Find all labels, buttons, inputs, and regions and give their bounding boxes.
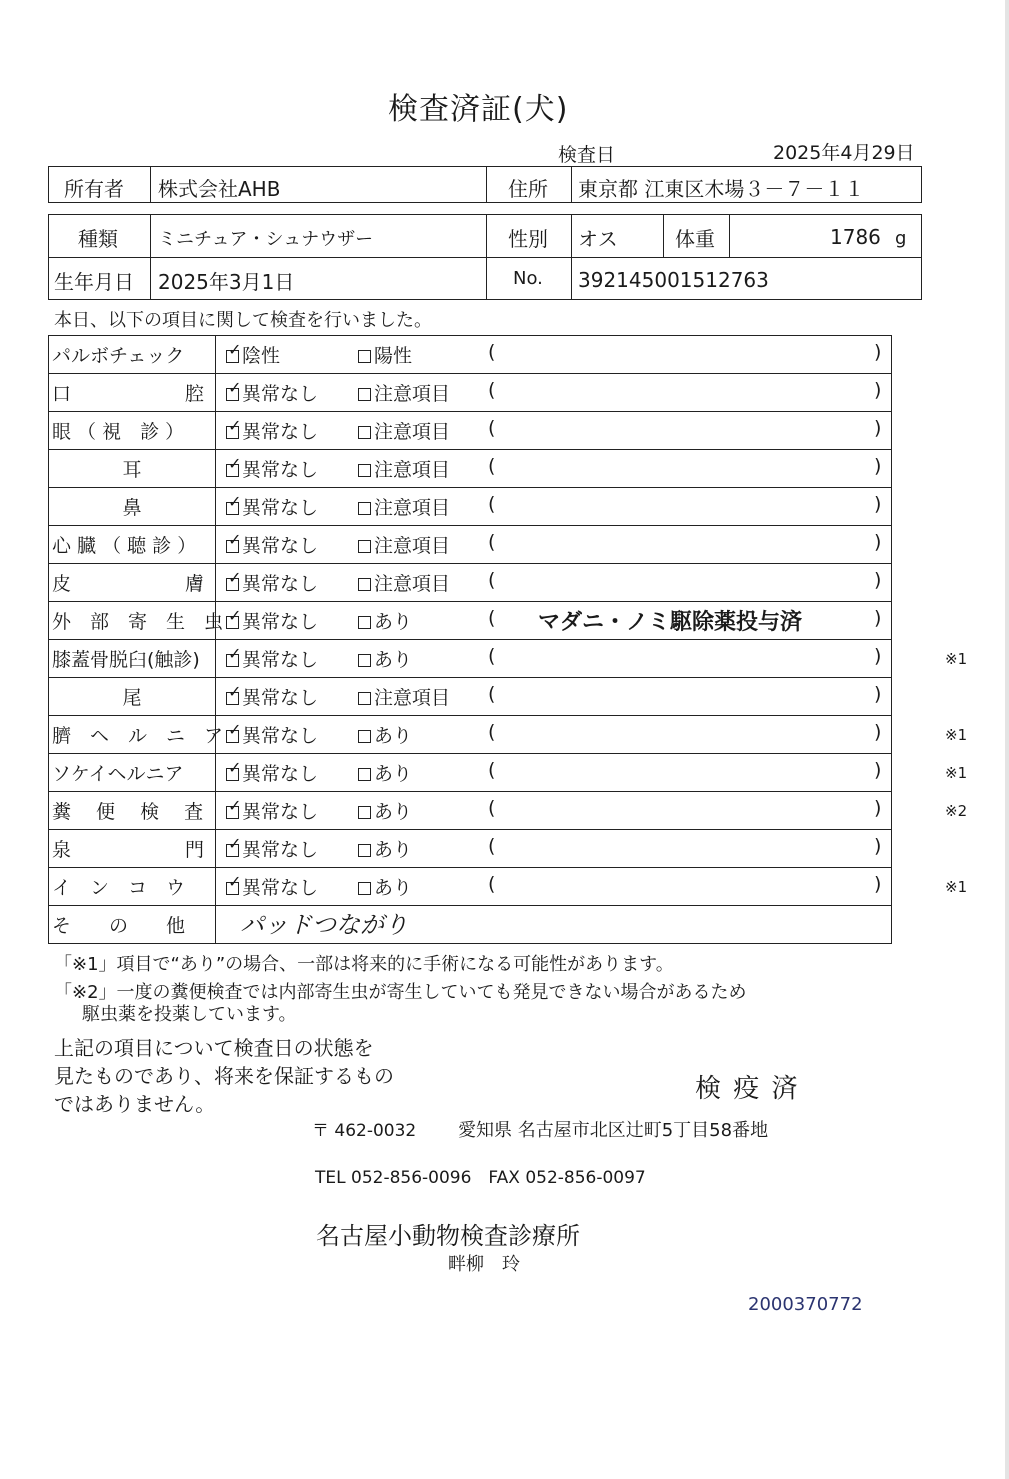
exam-row-option-normal-label: 異常なし <box>242 573 319 595</box>
paren-open: ( <box>488 455 496 477</box>
exam-row-option-alt[interactable] <box>358 607 412 634</box>
clinic-name: 名古屋小動物検査診療所 <box>316 1222 580 1250</box>
checkbox-checked[interactable] <box>226 682 242 705</box>
footnote-2-line2: 駆虫薬を投薬しています。 <box>82 1004 297 1025</box>
paren-open: ( <box>488 645 496 667</box>
exam-row <box>48 753 968 791</box>
no-label: No. <box>513 268 543 289</box>
checkbox-unchecked[interactable] <box>358 616 371 629</box>
checkbox-unchecked[interactable] <box>358 578 371 591</box>
footnote-1: 「※1」項目で“あり”の場合、一部は将来的に手術になる可能性があります。 <box>54 954 674 975</box>
check-icon: ✓ <box>228 796 242 815</box>
checkbox-unchecked[interactable] <box>358 426 371 439</box>
exam-row-option-normal-label: 異常なし <box>242 535 319 557</box>
checkbox-unchecked[interactable] <box>358 692 371 705</box>
exam-row <box>48 449 891 487</box>
check-icon: ✓ <box>228 530 242 549</box>
checkbox-checked[interactable] <box>226 340 242 363</box>
exam-row-option-alt-label: あり <box>374 725 413 747</box>
checkbox-unchecked[interactable] <box>358 730 371 743</box>
paren-open: ( <box>488 721 496 743</box>
address-label: 住所 <box>508 177 548 201</box>
exam-row-label: 外 部 寄 生 虫 <box>52 611 224 633</box>
exam-row <box>48 601 891 639</box>
exam-row-option-normal[interactable] <box>226 493 318 520</box>
owner-label: 所有者 <box>64 177 124 201</box>
checkbox-unchecked[interactable] <box>358 388 371 401</box>
check-icon: ✓ <box>228 606 242 625</box>
breed-value: ミニチュア・シュナウザー <box>158 229 374 250</box>
checkbox-checked[interactable] <box>226 644 242 667</box>
paren-close: ) <box>874 493 882 515</box>
exam-row-option-normal-label: 異常なし <box>242 687 319 709</box>
exam-row-option-alt-label: 注意項目 <box>374 497 451 519</box>
paren-close: ) <box>874 873 882 895</box>
exam-row-option-normal[interactable] <box>226 873 318 900</box>
exam-row <box>48 373 891 411</box>
exam-row <box>48 411 891 449</box>
exam-row-option-normal[interactable] <box>226 379 318 406</box>
exam-row-option-normal-label: 異常なし <box>242 763 319 785</box>
paren-open: ( <box>488 341 496 363</box>
exam-row-option-alt[interactable] <box>358 683 450 710</box>
exam-row-option-normal[interactable] <box>226 797 318 824</box>
quarantine-stamp: 検 疫 済 <box>695 1074 800 1104</box>
paren-close: ) <box>874 531 882 553</box>
exam-row-label: 眼 （ 視 診 ） <box>52 421 185 443</box>
exam-row <box>48 791 968 829</box>
exam-row-option-normal-label: 異常なし <box>242 383 319 405</box>
exam-row-option-normal[interactable] <box>226 531 318 558</box>
paren-close: ) <box>874 341 882 363</box>
exam-row <box>48 867 968 905</box>
other-label: そ の 他 <box>52 915 186 937</box>
exam-row <box>48 487 891 525</box>
exam-row-option-alt-label: あり <box>374 877 413 899</box>
inspection-date-label: 検査日 <box>558 144 616 166</box>
exam-row-option-alt[interactable] <box>358 721 412 748</box>
disclaimer-line3: ではありません。 <box>54 1092 216 1116</box>
exam-row-option-alt-label: 陽性 <box>374 345 413 367</box>
weight-label: 体重 <box>675 227 715 251</box>
exam-row-label: 糞 便 検 査 <box>52 801 204 823</box>
exam-row-footnote-mark: ※1 <box>945 878 968 896</box>
checkbox-checked[interactable] <box>226 454 242 477</box>
paren-open: ( <box>488 607 496 629</box>
dob-value: 2025年3月1日 <box>158 270 295 294</box>
paren-open: ( <box>488 873 496 895</box>
paren-open: ( <box>488 683 496 705</box>
checkbox-checked[interactable] <box>226 530 242 553</box>
exam-row-option-normal-label: 異常なし <box>242 877 319 899</box>
exam-row-option-alt[interactable] <box>358 341 412 368</box>
check-icon: ✓ <box>228 682 242 701</box>
exam-row <box>48 677 891 715</box>
paren-close: ) <box>874 417 882 439</box>
exam-row-option-alt-label: 注意項目 <box>374 535 451 557</box>
paren-close: ) <box>874 569 882 591</box>
check-icon: ✓ <box>228 834 242 853</box>
exam-row-option-alt[interactable] <box>358 835 412 862</box>
checkbox-checked[interactable] <box>226 720 242 743</box>
exam-row-option-alt[interactable] <box>358 569 450 596</box>
sex-label: 性別 <box>508 227 548 251</box>
exam-row-option-alt-label: 注意項目 <box>374 459 451 481</box>
paren-open: ( <box>488 417 496 439</box>
exam-row-option-normal-label: 陰性 <box>242 345 281 367</box>
exam-row-label: 鼻 <box>122 497 142 519</box>
exam-row-option-alt-label: あり <box>374 611 413 633</box>
exam-row <box>48 335 891 373</box>
exam-row <box>48 639 968 677</box>
exam-row-option-alt[interactable] <box>358 455 450 482</box>
paren-close: ) <box>874 683 882 705</box>
exam-row <box>48 525 891 563</box>
exam-row-option-normal[interactable] <box>226 759 318 786</box>
exam-row-option-normal[interactable] <box>226 645 318 672</box>
paren-open: ( <box>488 379 496 401</box>
exam-row-option-normal-label: 異常なし <box>242 839 319 861</box>
exam-row-option-alt-label: 注意項目 <box>374 421 451 443</box>
checkbox-unchecked[interactable] <box>358 844 371 857</box>
dob-label: 生年月日 <box>54 270 134 294</box>
exam-row-option-normal[interactable] <box>226 721 318 748</box>
exam-row-option-alt[interactable] <box>358 645 412 672</box>
paren-open: ( <box>488 797 496 819</box>
clinic-tel-fax: TEL 052-856-0096 FAX 052-856-0097 <box>315 1168 646 1188</box>
paren-close: ) <box>874 759 882 781</box>
checkbox-unchecked[interactable] <box>358 540 371 553</box>
exam-row-label: 尾 <box>122 687 142 709</box>
checkbox-checked[interactable] <box>226 416 242 439</box>
paren-close: ) <box>874 721 882 743</box>
exam-row-option-alt[interactable] <box>358 797 412 824</box>
exam-row-label: 泉 門 <box>52 839 205 861</box>
check-icon: ✓ <box>228 492 242 511</box>
exam-row-option-normal-label: 異常なし <box>242 611 319 633</box>
exam-row-footnote-mark: ※1 <box>945 726 968 744</box>
exam-row <box>48 829 891 867</box>
exam-row-option-normal[interactable] <box>226 683 318 710</box>
exam-row-option-alt-label: 注意項目 <box>374 573 451 595</box>
footnote-2-line1: 「※2」一度の糞便検査では内部寄生虫が寄生していても発見できない場合があるため <box>54 982 747 1003</box>
exam-row-option-alt-label: あり <box>374 801 413 823</box>
exam-row-option-alt[interactable] <box>358 531 450 558</box>
exam-row <box>48 563 891 601</box>
checkbox-checked[interactable] <box>226 834 242 857</box>
intro-text: 本日、以下の項目に関して検査を行いました。 <box>54 310 432 331</box>
paren-open: ( <box>488 759 496 781</box>
exam-row-label: イ ン コ ウ <box>52 877 186 899</box>
exam-row-option-normal[interactable] <box>226 607 318 634</box>
exam-row-label: 臍 ヘ ル ニ ア <box>52 725 224 747</box>
exam-row-option-normal[interactable] <box>226 455 318 482</box>
inspection-date: 2025年4月29日 <box>773 142 915 164</box>
check-icon: ✓ <box>228 416 242 435</box>
check-icon: ✓ <box>228 340 242 359</box>
paren-open: ( <box>488 835 496 857</box>
exam-row-label: 口 腔 <box>52 383 205 405</box>
exam-row-label: 膝蓋骨脱臼(触診) <box>52 649 200 671</box>
disclaimer-line1: 上記の項目について検査日の状態を <box>54 1036 374 1060</box>
exam-row-option-alt-label: あり <box>374 763 413 785</box>
exam-row-option-normal-label: 異常なし <box>242 801 319 823</box>
paren-open: ( <box>488 569 496 591</box>
exam-row-label: 皮 膚 <box>52 573 205 595</box>
exam-row-note: マダニ・ノミ駆除薬投与済 <box>538 610 803 635</box>
exam-row-option-alt-label: 注意項目 <box>374 383 451 405</box>
checkbox-checked[interactable] <box>226 378 242 401</box>
exam-row-option-normal[interactable] <box>226 569 318 596</box>
exam-row-label: ソケイヘルニア <box>52 763 184 785</box>
exam-row-option-normal-label: 異常なし <box>242 421 319 443</box>
exam-row-option-normal[interactable] <box>226 341 280 368</box>
check-icon: ✓ <box>228 568 242 587</box>
breed-label: 種類 <box>78 227 118 251</box>
disclaimer-line2: 見たものであり、将来を保証するもの <box>54 1064 394 1088</box>
exam-row-option-normal[interactable] <box>226 417 318 444</box>
owner-value: 株式会社AHB <box>158 177 281 201</box>
checkbox-checked[interactable] <box>226 758 242 781</box>
exam-row-option-normal-label: 異常なし <box>242 497 319 519</box>
exam-row-option-normal-label: 異常なし <box>242 649 319 671</box>
checkbox-checked[interactable] <box>226 606 242 629</box>
check-icon: ✓ <box>228 378 242 397</box>
page-edge <box>1005 0 1009 1479</box>
exam-row-option-alt[interactable] <box>358 873 412 900</box>
postal-code: 〒 462-0032 <box>312 1121 417 1141</box>
exam-row-footnote-mark: ※1 <box>945 650 968 668</box>
exam-row-option-alt-label: 注意項目 <box>374 687 451 709</box>
page-title: 検査済証(犬) <box>388 92 569 127</box>
paren-open: ( <box>488 531 496 553</box>
paren-close: ) <box>874 607 882 629</box>
paren-close: ) <box>874 797 882 819</box>
vet-name: 畔柳 玲 <box>448 1254 520 1275</box>
checkbox-checked[interactable] <box>226 492 242 515</box>
paren-close: ) <box>874 379 882 401</box>
exam-row-option-alt[interactable] <box>358 759 412 786</box>
checkbox-checked[interactable] <box>226 872 242 895</box>
exam-row-option-alt[interactable] <box>358 417 450 444</box>
no-value: 392145001512763 <box>578 268 769 292</box>
exam-row-option-normal-label: 異常なし <box>242 459 319 481</box>
checkbox-unchecked[interactable] <box>358 768 371 781</box>
checkbox-unchecked[interactable] <box>358 350 371 363</box>
check-icon: ✓ <box>228 872 242 891</box>
other-handwritten: パッドつながり <box>240 911 408 939</box>
checkbox-unchecked[interactable] <box>358 502 371 515</box>
clinic-address: 愛知県 名古屋市北区辻町5丁目58番地 <box>458 1120 769 1141</box>
checkbox-unchecked[interactable] <box>358 464 371 477</box>
exam-row <box>48 715 968 753</box>
checkbox-unchecked[interactable] <box>358 654 371 667</box>
exam-row-label: パルボチェック <box>52 345 185 367</box>
check-icon: ✓ <box>228 454 242 473</box>
exam-row-option-alt-label: あり <box>374 649 413 671</box>
exam-row-label: 耳 <box>122 459 142 481</box>
checkbox-checked[interactable] <box>226 568 242 591</box>
paren-close: ) <box>874 645 882 667</box>
checkbox-unchecked[interactable] <box>358 806 371 819</box>
exam-row-label: 心 臓 （ 聴 診 ） <box>52 535 197 557</box>
exam-row-option-normal[interactable] <box>226 835 318 862</box>
check-icon: ✓ <box>228 720 242 739</box>
address-value: 東京都 江東区木場３－７－１１ <box>578 177 865 201</box>
checkbox-unchecked[interactable] <box>358 882 371 895</box>
check-icon: ✓ <box>228 644 242 663</box>
exam-row-option-alt[interactable] <box>358 493 450 520</box>
paren-close: ) <box>874 455 882 477</box>
paren-close: ) <box>874 835 882 857</box>
exam-row-footnote-mark: ※1 <box>945 764 968 782</box>
exam-row-option-normal-label: 異常なし <box>242 725 319 747</box>
weight-value: 1786 <box>830 225 881 249</box>
check-icon: ✓ <box>228 758 242 777</box>
exam-row-footnote-mark: ※2 <box>945 802 968 820</box>
exam-row-option-alt-label: あり <box>374 839 413 861</box>
sex-value: オス <box>578 227 618 251</box>
paren-open: ( <box>488 493 496 515</box>
exam-row-option-alt[interactable] <box>358 379 450 406</box>
checkbox-checked[interactable] <box>226 796 242 819</box>
serial-number: 2000370772 <box>748 1294 863 1315</box>
weight-unit: g <box>895 228 907 249</box>
